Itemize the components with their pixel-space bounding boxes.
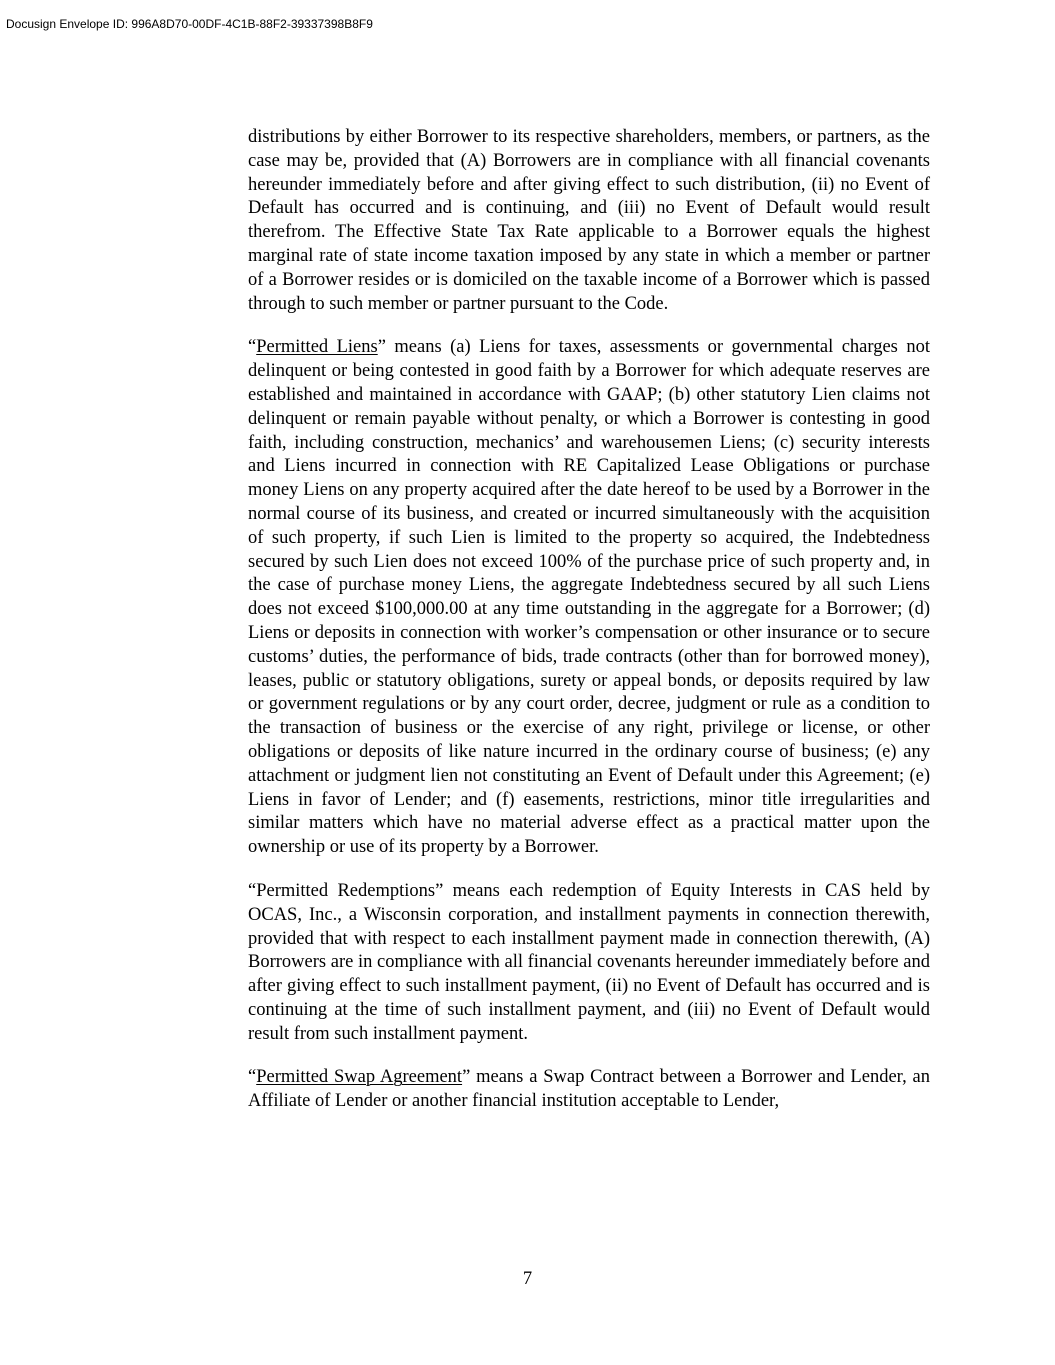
defined-term-permitted-liens: Permitted Liens <box>256 337 378 358</box>
definition-permitted-swap-agreement <box>248 1066 930 1114</box>
definition-text: ” means a Swap Contract between a Borrower and Lender, an Affiliate of Lender or another financial institution acceptable to Lender, <box>248 1067 930 1112</box>
defined-term-permitted-swap-agreement: Permitted Swap Agreement <box>256 1067 463 1088</box>
open-quote: “ <box>248 1067 257 1088</box>
paragraph-text: distributions by either Borrower to its respective shareholders, members, or partners, as the case may be, provided that (A) Borrowers are in compliance with all financial covenants hereunder immediately before and after giving effect to such distribution, (ii) no Event of Default has occurred and is continuing, and (iii) no Event of Default would result therefrom. The Effective State Tax Rate applicable to a Borrower equals the highest marginal rate of state income taxation imposed by any state in which a member or partner of a Borrower resides or is domiciled on the taxable income of a Borrower which is passed through to such member or partner pursuant to the Code. <box>248 127 930 314</box>
paragraph-distributions <box>248 126 930 316</box>
page-number: 7 <box>522 1269 533 1289</box>
definition-permitted-liens <box>248 336 930 860</box>
definition-permitted-redemptions <box>248 880 930 1047</box>
document-body <box>248 126 930 1134</box>
docusign-envelope-id: Docusign Envelope ID: 996A8D70-00DF-4C1B-88F2-39337398B8F9 <box>6 17 373 31</box>
open-quote: “ <box>248 337 257 358</box>
definition-text: “Permitted Redemptions” means each redemption of Equity Interests in CAS held by OCAS, Inc., a Wisconsin corporation, and installment payments in connection therewith, provided that with respect to each installment payment made in connection therewith, (A) Borrowers are in compliance with all financial covenants hereunder immediately before and after giving effect to such installment payment, (ii) no Event of Default has occurred and is continuing at the time of such installment payment, and (iii) no Event of Default would result from such installment payment. <box>248 880 930 1044</box>
definition-text: ” means (a) Liens for taxes, assessments or governmental charges not delinquent or being contested in good faith by a Borrower for which adequate reserves are established and maintained in accordance with GAAP; (b) other statutory Lien claims not delinquent or remain payable without penalty, or which a Borrower is contesting in good faith, including construction, mechanics’ and warehousemen Liens; (c) security interests and Liens incurred in connection with RE Capitalized Lease Obligations or purchase money Liens on any property acquired after the date hereof to be used by a Borrower in the normal course of its business, and created or incurred simultaneously with the acquisition of such property, if such Lien is limited to the property so acquired, the Indebtedness secured by such Lien does not exceed 100% of the purchase price of such property and, in the case of purchase money Liens, the aggregate Indebtedness secured by all such Liens does not exceed $100,000.00 at any time outstanding in the aggregate for a Borrower; (d) Liens or deposits in connection with worker’s compensation or other insurance or to secure customs’ duties, the performance of bids, trade contracts (other than for borrowed money), leases, public or statutory obligations, surety or appeal bonds, or deposits required by law or government regulations or by any court order, decree, judgment or rule as a condition to the transaction of business or the exercise of any right, privilege or license, or other obligations or deposits of like nature incurred in the ordinary course of business; (e) any attachment or judgment lien not constituting an Event of Default under this Agreement; (e) Liens in favor of Lender; and (f) easements, restrictions, minor title irregularities and similar matters which have no material adverse effect as a practical matter upon the ownership or use of its property by a Borrower. <box>248 337 930 858</box>
